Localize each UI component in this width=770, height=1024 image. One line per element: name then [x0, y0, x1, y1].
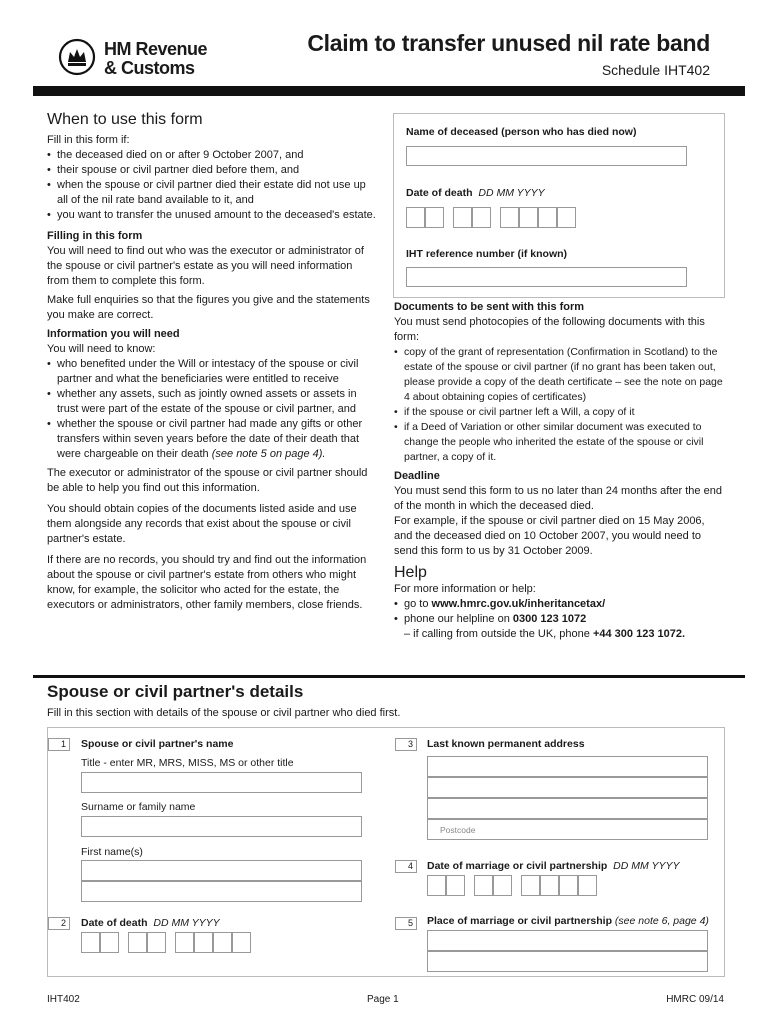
digit-box[interactable]	[559, 875, 578, 896]
info-heading: Information you will need	[47, 328, 180, 340]
address-line-3[interactable]	[427, 798, 708, 819]
when-heading: When to use this form	[47, 111, 203, 128]
section-rule	[33, 675, 745, 678]
marriage-place-note: (see note 6, page 4)	[614, 915, 709, 927]
surname-input[interactable]	[81, 816, 362, 837]
docs-heading: Documents to be sent with this form	[394, 301, 585, 313]
address-label: Last known permanent address	[427, 738, 585, 750]
spouse-dod-label: Date of death	[81, 917, 148, 929]
list-item: • when the spouse or civil partner died their estate did not use up all of the nil rate band available to it, and	[47, 178, 377, 208]
iht-ref-input[interactable]	[406, 267, 687, 287]
deceased-name-input[interactable]	[406, 146, 687, 166]
dod-digits[interactable]	[406, 207, 576, 228]
marriage-date-label: Date of marriage or civil partnership	[427, 860, 608, 872]
digit-box[interactable]	[425, 207, 444, 228]
org-line-1: HM Revenue	[104, 39, 208, 59]
docs-intro: You must send photocopies of the following documents with this form:	[394, 316, 705, 343]
question-number: 4	[395, 860, 417, 873]
digit-box[interactable]	[81, 932, 100, 953]
spouse-dod-format: DD MM YYYY	[153, 917, 220, 929]
spouse-heading: Spouse or civil partner's details	[47, 682, 304, 701]
title-input[interactable]	[81, 772, 362, 793]
digit-box[interactable]	[472, 207, 491, 228]
digit-box[interactable]	[474, 875, 493, 896]
help-url-link[interactable]: www.hmrc.gov.uk/inheritancetax/	[431, 598, 606, 610]
question-number: 5	[395, 917, 417, 930]
first-name-label: First name(s)	[81, 846, 143, 858]
list-item: • copy of the grant of representation (Confirmation in Scotland) to the estate of the spouse or civil partner (if no grant has been taken out, please provide a copy of the death certificate – see the note on page 4 about obtaining copies of certificates)	[394, 345, 724, 405]
digit-box[interactable]	[175, 932, 194, 953]
digit-box[interactable]	[194, 932, 213, 953]
spouse-dod-digits[interactable]	[81, 932, 251, 953]
list-item: • phone our helpline on 0300 123 1072	[394, 612, 724, 627]
hmrc-logo	[58, 38, 238, 82]
filling-heading: Filling in this form	[47, 230, 143, 242]
surname-label: Surname or family name	[81, 801, 196, 813]
digit-box[interactable]	[578, 875, 597, 896]
crown-crest-icon	[58, 38, 96, 76]
marriage-date-digits[interactable]	[427, 875, 597, 896]
first-name-input-1[interactable]	[81, 860, 362, 881]
deceased-panel	[393, 113, 725, 298]
deadline-heading: Deadline	[394, 470, 440, 482]
digit-box[interactable]	[453, 207, 472, 228]
form-title: Claim to transfer unused nil rate band	[307, 30, 710, 56]
digit-box[interactable]	[427, 875, 446, 896]
postcode-input[interactable]	[427, 819, 708, 840]
marriage-date-format: DD MM YYYY	[613, 860, 680, 872]
marriage-place-label: Place of marriage or civil partnership	[427, 915, 612, 927]
question-number: 1	[48, 738, 70, 751]
digit-box[interactable]	[147, 932, 166, 953]
digit-box[interactable]	[500, 207, 519, 228]
digit-box[interactable]	[557, 207, 576, 228]
list-item: • their spouse or civil partner died before them, and	[47, 163, 377, 178]
spouse-intro: Fill in this section with details of the spouse or civil partner who died first.	[47, 707, 401, 719]
info-intro: You will need to know:	[47, 343, 156, 355]
iht-ref-label: IHT reference number (if known)	[406, 248, 568, 260]
when-section	[47, 111, 377, 613]
first-name-input-2[interactable]	[81, 881, 362, 902]
postcode-placeholder: Postcode	[440, 825, 476, 835]
abroad-number: +44 300 123 1072.	[592, 628, 686, 640]
list-item: • you want to transfer the unused amount to the deceased's estate.	[47, 208, 377, 223]
spouse-panel	[47, 727, 725, 977]
list-item: • who benefited under the Will or intestacy of the spouse or civil partner and what the beneficiaries were entitled to receive	[47, 357, 377, 387]
schedule-label: Schedule IHT402	[601, 62, 710, 78]
address-line-2[interactable]	[427, 777, 708, 798]
help-intro: For more information or help:	[394, 583, 536, 595]
documents-section: Documents to be sent with this form You must send photocopies of the following documents with this form: • copy of the grant of representation (Confirmation in Scotland) to the estate of the spouse or civil partner (if no grant has been taken out, please provide a copy of the death certificate – see the note on page 4 about obtaining copies of certificates) • if the spouse or civil partner left a Will, a copy of it • if a Deed of Variation or other similar document was executed to change the people who inherited the estate of the spouse or civil partner, a copy of it. Deadline You must send this form to us no later than 24 months after the end of the month in which the deceased died. For example, if the spouse or civil partner died on 15 May 2006, and the deceased died on 10 October 2007, you would need to send this form to us by 31 October 2009. Help For more information or help: • go to www.hmrc.gov.uk/inheritancetax/ • phone our helpline on 0300 123 1072 – if calling from outside the UK, phone +44 300 123 1072.	[394, 300, 724, 642]
title-label: Title - enter MR, MRS, MISS, MS or other title	[81, 757, 294, 769]
digit-box[interactable]	[100, 932, 119, 953]
digit-box[interactable]	[521, 875, 540, 896]
helpline-number: 0300 123 1072	[512, 613, 587, 625]
list-item: • the deceased died on or after 9 October 2007, and	[47, 148, 377, 163]
records-paragraph: If there are no records, you should try and find out the information about the spouse or civil partner's estate from others who might know, for example, the solicitor who acted for the estate, the executors or administrators, other family members, close friends.	[47, 554, 367, 611]
spouse-name-label: Spouse or civil partner's name	[81, 738, 234, 750]
copies-paragraph: You should obtain copies of the documents listed aside and use them alongside any records that exist about the spouse or civil partner's estate.	[47, 503, 357, 545]
list-item: • if the spouse or civil partner left a Will, a copy of it	[394, 405, 724, 420]
digit-box[interactable]	[493, 875, 512, 896]
question-number: 3	[395, 738, 417, 751]
digit-box[interactable]	[406, 207, 425, 228]
footer-page-number: Page 1	[367, 994, 399, 1005]
list-item: • go to www.hmrc.gov.uk/inheritancetax/	[394, 597, 724, 612]
filling-paragraph: You will need to find out who was the executor or administrator of the spouse or civil partner's estate as you will need information from them to complete this form.	[47, 245, 364, 287]
list-item: • whether the spouse or civil partner had made any gifts or other transfers within seven years before the date of their death that were chargeable on their death (see note 5 on page 4).	[47, 417, 377, 462]
digit-box[interactable]	[232, 932, 251, 953]
digit-box[interactable]	[519, 207, 538, 228]
marriage-place-input-1[interactable]	[427, 930, 708, 951]
footer-version: HMRC 09/14	[666, 994, 724, 1005]
deceased-name-label: Name of deceased (person who has died now)	[406, 126, 637, 138]
exec-paragraph: The executor or administrator of the spouse or civil partner should be able to help you find out this information.	[47, 467, 368, 494]
help-heading: Help	[394, 564, 427, 581]
digit-box[interactable]	[538, 207, 557, 228]
dod-label: Date of death	[406, 187, 473, 199]
filling-paragraph: Make full enquiries so that the figures you give and the statements you make are correct.	[47, 294, 370, 321]
deadline-example: For example, if the spouse or civil partner died on 15 May 2006, and the deceased died on 10 October 2007, you would need to send this form to us by 31 October 2009.	[394, 515, 705, 557]
question-number: 2	[48, 917, 70, 930]
deadline-paragraph: You must send this form to us no later than 24 months after the end of the month in which the deceased died.	[394, 485, 722, 512]
when-intro: Fill in this form if:	[47, 134, 130, 146]
org-line-2: & Customs	[104, 58, 195, 78]
footer-form-code: IHT402	[47, 994, 80, 1005]
marriage-place-input-2[interactable]	[427, 951, 708, 972]
list-item: • whether any assets, such as jointly owned assets or assets in trust were part of the estate of the spouse or civil partner, and	[47, 387, 377, 417]
digit-box[interactable]	[446, 875, 465, 896]
digit-box[interactable]	[213, 932, 232, 953]
digit-box[interactable]	[128, 932, 147, 953]
dod-format: DD MM YYYY	[478, 187, 545, 199]
top-rule	[33, 86, 745, 96]
digit-box[interactable]	[540, 875, 559, 896]
address-line-1[interactable]	[427, 756, 708, 777]
list-item: • if a Deed of Variation or other similar document was executed to change the people who inherited the estate of the spouse or civil partner, a copy of it.	[394, 420, 724, 465]
note-reference: (see note 5 on page 4).	[211, 448, 326, 460]
